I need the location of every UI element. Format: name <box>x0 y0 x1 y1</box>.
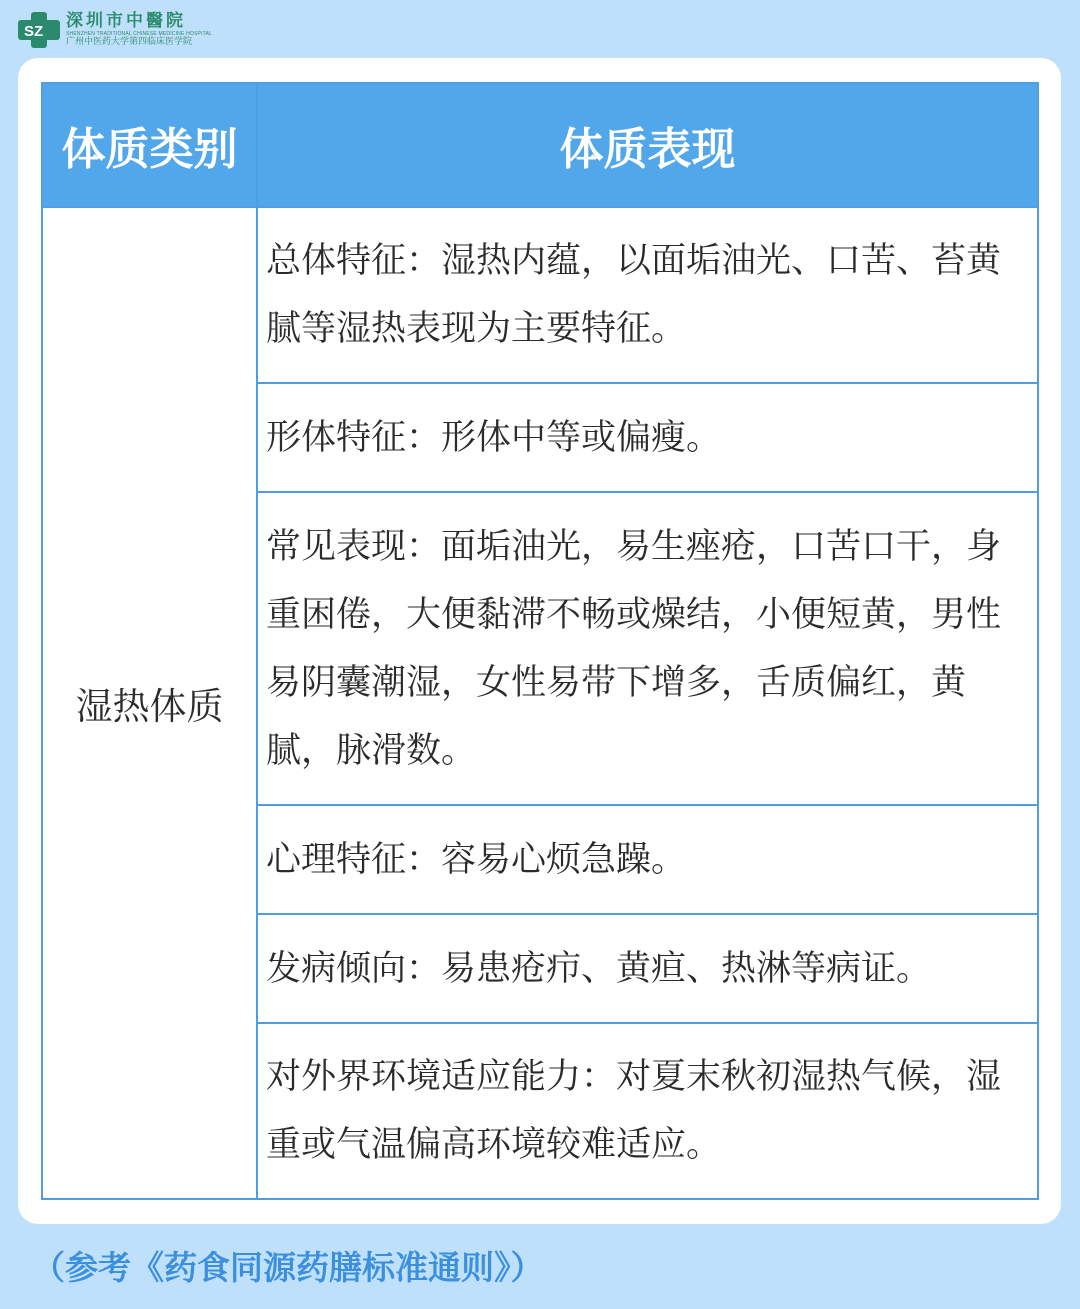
hospital-affiliation: 广州中医药大学第四临床医学院 <box>66 37 193 47</box>
psychological-feature-cell: 心理特征：容易心烦急躁。 <box>257 805 1038 914</box>
hospital-logo <box>18 12 212 48</box>
table-header-row <box>42 83 1038 207</box>
header-constitution-manifestation: 体质表现 <box>257 83 1038 207</box>
overall-feature-cell: 总体特征：湿热内蕴，以面垢油光、口苦、苔黄腻等湿热表现为主要特征。 <box>257 207 1038 383</box>
header-constitution-type: 体质类别 <box>42 83 257 207</box>
common-symptoms-cell: 常见表现：面垢油光，易生痤疮，口苦口干，身重困倦，大便黏滞不畅或燥结，小便短黄，男性易阴囊潮湿，女性易带下增多，舌质偏红，黄腻，脉滑数。 <box>257 492 1038 805</box>
constitution-table <box>41 82 1039 1200</box>
table-row <box>42 207 1038 383</box>
body-shape-cell: 形体特征：形体中等或偏瘦。 <box>257 383 1038 492</box>
constitution-type-cell: 湿热体质 <box>42 207 257 1199</box>
environment-adaptation-cell: 对外界环境适应能力：对夏末秋初湿热气候，湿重或气温偏高环境较难适应。 <box>257 1023 1038 1199</box>
svg-text:SZ: SZ <box>24 23 44 40</box>
hospital-cross-icon <box>18 12 60 48</box>
hospital-name: 深圳市中醫院 <box>66 11 186 31</box>
hospital-name-en: SHENZHEN TRADITIONAL CHINESE MEDICINE HOSPITAL <box>66 31 213 37</box>
disease-tendency-cell: 发病倾向：易患疮疖、黄疸、热淋等病证。 <box>257 914 1038 1023</box>
reference-note: （参考《药食同源药膳标准通则》） <box>32 1248 544 1287</box>
